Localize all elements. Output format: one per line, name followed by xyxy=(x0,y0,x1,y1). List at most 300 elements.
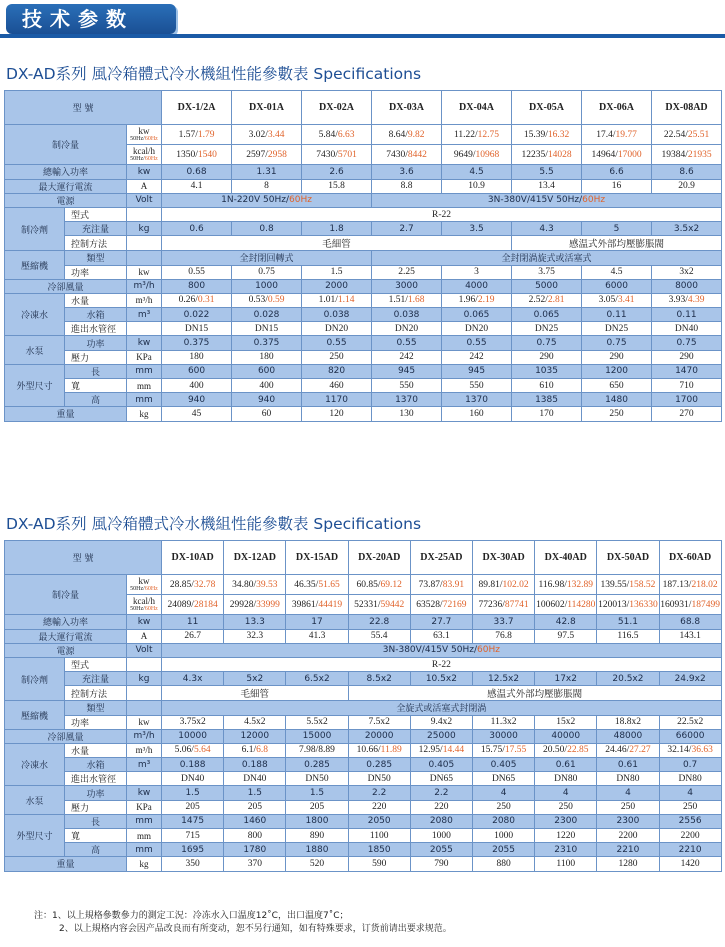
weight-value: 120 xyxy=(302,407,372,421)
water-tank-value: 0.028 xyxy=(232,308,302,322)
pump-pressure-value: 290 xyxy=(652,350,722,364)
control-method-label: 控制方法 xyxy=(65,686,127,701)
pump-power-value: 0.75 xyxy=(652,336,722,350)
water-flow-value: 10.66/11.89 xyxy=(348,743,410,757)
capacity-kcal-value: 12235/14028 xyxy=(512,145,582,165)
input-power-value: 3.6 xyxy=(372,165,442,179)
water-tank-unit: m³ xyxy=(127,308,162,322)
pipe-size-label: 進出水管徑 xyxy=(65,322,127,336)
power-source-three-phase: 3N-380V/415V 50Hz/60Hz xyxy=(372,193,722,207)
capacity-kcal-value: 7430/5701 xyxy=(302,145,372,165)
capacity-kcal-value: 1350/1540 xyxy=(162,145,232,165)
refrigerant-type-unit xyxy=(127,207,162,221)
water-tank-value: 0.285 xyxy=(348,758,410,772)
water-tank-value: 0.405 xyxy=(410,758,472,772)
capacity-kw-value: 116.98/132.89 xyxy=(535,575,597,595)
length-value: 2050 xyxy=(348,814,410,828)
height-value: 940 xyxy=(232,393,302,407)
water-tank-value: 0.188 xyxy=(162,758,224,772)
water-tank-unit: m³ xyxy=(127,758,162,772)
capacity-label: 制冷量 xyxy=(5,125,127,165)
width-value: 710 xyxy=(652,379,722,393)
spec-table-2 xyxy=(4,540,722,872)
width-value: 1000 xyxy=(472,829,534,843)
model-name: DX-20AD xyxy=(348,541,410,575)
refrigerant-charge-label: 充注量 xyxy=(65,672,127,686)
pump-power-value: 0.375 xyxy=(232,336,302,350)
table1-title: DX-AD系列 風冷箱體式冷水機組性能參數表 Specifications xyxy=(6,65,422,83)
width-value: 550 xyxy=(442,379,512,393)
power-source-unit: Volt xyxy=(127,643,162,657)
input-power-value: 11 xyxy=(162,615,224,629)
refrigerant-charge-value: 3.5 xyxy=(442,222,512,236)
model-name: DX-15AD xyxy=(286,541,348,575)
input-power-value: 33.7 xyxy=(472,615,534,629)
refrigerant-charge-value: 8.5x2 xyxy=(348,672,410,686)
air-flow-value: 15000 xyxy=(286,729,348,743)
air-flow-label: 冷卻風量 xyxy=(5,729,127,743)
pump-power-value: 4 xyxy=(659,786,721,800)
refrigerant-charge-value: 2.7 xyxy=(372,222,442,236)
capacity-kw-value: 46.35/51.65 xyxy=(286,575,348,595)
compressor-power-value: 3x2 xyxy=(652,265,722,279)
air-flow-unit: m³/h xyxy=(127,279,162,293)
width-unit: mm xyxy=(127,829,162,843)
refrigerant-charge-value: 24.9x2 xyxy=(659,672,721,686)
length-value: 1035 xyxy=(512,364,582,378)
pump-power-value: 4 xyxy=(597,786,659,800)
compressor-power-value: 9.4x2 xyxy=(410,715,472,729)
max-current-label: 最大運行電流 xyxy=(5,179,127,193)
height-value: 1370 xyxy=(442,393,512,407)
input-power-value: 1.31 xyxy=(232,165,302,179)
pipe-size-value: DN40 xyxy=(162,772,224,786)
refrigerant-charge-value: 4.3 xyxy=(512,222,582,236)
water-tank-value: 0.11 xyxy=(652,308,722,322)
compressor-power-value: 11.3x2 xyxy=(472,715,534,729)
height-value: 2210 xyxy=(659,843,721,857)
max-current-value: 55.4 xyxy=(348,629,410,643)
power-source-unit: Volt xyxy=(127,193,162,207)
compressor-power-unit: kw xyxy=(127,265,162,279)
pump-pressure-value: 250 xyxy=(659,800,721,814)
water-flow-value: 2.52/2.81 xyxy=(512,293,582,307)
water-tank-value: 0.188 xyxy=(224,758,286,772)
refrigerant-charge-value: 5 xyxy=(582,222,652,236)
compressor-type-unit xyxy=(127,701,162,715)
water-flow-value: 20.50/22.85 xyxy=(535,743,597,757)
pump-pressure-value: 205 xyxy=(286,800,348,814)
air-flow-value: 12000 xyxy=(224,729,286,743)
pump-power-value: 1.5 xyxy=(162,786,224,800)
water-flow-value: 1.01/1.14 xyxy=(302,293,372,307)
capacity-kcal-unit: kcal/h 50Hz/60Hz xyxy=(127,145,162,165)
model-name: DX-50AD xyxy=(597,541,659,575)
capacity-kcal-value: 63528/72169 xyxy=(410,595,472,615)
input-power-value: 6.6 xyxy=(582,165,652,179)
weight-value: 880 xyxy=(472,857,534,871)
width-value: 400 xyxy=(162,379,232,393)
pump-pressure-unit: KPa xyxy=(127,800,162,814)
pipe-size-value: DN50 xyxy=(348,772,410,786)
max-current-value: 76.8 xyxy=(472,629,534,643)
footnote-1: 注：1、以上規格參數參力的測定工況：冷冻水入口温度12˚C，出口温度7˚C； xyxy=(34,911,349,921)
weight-value: 45 xyxy=(162,407,232,421)
control-method-unit xyxy=(127,236,162,251)
capacity-kw-value: 60.85/69.12 xyxy=(348,575,410,595)
water-flow-value: 5.06/5.64 xyxy=(162,743,224,757)
pump-pressure-value: 220 xyxy=(410,800,472,814)
weight-value: 790 xyxy=(410,857,472,871)
pipe-size-value: DN25 xyxy=(512,322,582,336)
refrigerant-charge-value: 20.5x2 xyxy=(597,672,659,686)
pump-label: 水泵 xyxy=(5,786,65,814)
length-value: 1800 xyxy=(286,814,348,828)
pump-pressure-value: 250 xyxy=(597,800,659,814)
capacity-kcal-value: 19384/21935 xyxy=(652,145,722,165)
water-tank-value: 0.61 xyxy=(535,758,597,772)
pump-pressure-value: 290 xyxy=(582,350,652,364)
capacity-kw-value: 1.57/1.79 xyxy=(162,125,232,145)
weight-value: 1280 xyxy=(597,857,659,871)
power-source-three-phase: 3N-380V/415V 50Hz/60Hz xyxy=(162,643,722,657)
model-name: DX-06A xyxy=(582,91,652,125)
air-flow-value: 800 xyxy=(162,279,232,293)
water-flow-value: 0.26/0.31 xyxy=(162,293,232,307)
max-current-value: 13.4 xyxy=(512,179,582,193)
width-value: 400 xyxy=(232,379,302,393)
capacity-kw-value: 17.4/19.77 xyxy=(582,125,652,145)
capacity-kw-value: 11.22/12.75 xyxy=(442,125,512,145)
pump-power-unit: kw xyxy=(127,786,162,800)
weight-value: 590 xyxy=(348,857,410,871)
water-tank-value: 0.065 xyxy=(442,308,512,322)
control-method-expansion-valve: 感温式外部均壓膨脹閥 xyxy=(348,686,721,701)
water-flow-value: 12.95/14.44 xyxy=(410,743,472,757)
capacity-label: 制冷量 xyxy=(5,575,127,615)
input-power-value: 4.5 xyxy=(442,165,512,179)
refrigerant-charge-value: 0.6 xyxy=(162,222,232,236)
capacity-kcal-value: 77236/87741 xyxy=(472,595,534,615)
compressor-label: 壓縮機 xyxy=(5,701,65,729)
compressor-power-label: 功率 xyxy=(65,265,127,279)
pump-power-label: 功率 xyxy=(65,336,127,350)
compressor-power-value: 0.75 xyxy=(232,265,302,279)
compressor-power-value: 1.5 xyxy=(302,265,372,279)
pipe-size-value: DN15 xyxy=(162,322,232,336)
compressor-power-label: 功率 xyxy=(65,715,127,729)
power-source-single-phase: 1N-220V 50Hz/60Hz xyxy=(162,193,372,207)
max-current-value: 63.1 xyxy=(410,629,472,643)
model-name: DX-25AD xyxy=(410,541,472,575)
water-flow-label: 水量 xyxy=(65,293,127,307)
length-value: 1470 xyxy=(652,364,722,378)
height-unit: mm xyxy=(127,393,162,407)
weight-value: 1100 xyxy=(535,857,597,871)
input-power-value: 2.6 xyxy=(302,165,372,179)
capacity-kw-value: 28.85/32.78 xyxy=(162,575,224,595)
model-name: DX-02A xyxy=(302,91,372,125)
pipe-size-label: 進出水管徑 xyxy=(65,772,127,786)
input-power-value: 22.8 xyxy=(348,615,410,629)
length-value: 820 xyxy=(302,364,372,378)
refrigerant-charge-unit: kg xyxy=(127,222,162,236)
capacity-kcal-value: 9649/10968 xyxy=(442,145,512,165)
water-flow-label: 水量 xyxy=(65,743,127,757)
width-value: 460 xyxy=(302,379,372,393)
header-divider xyxy=(0,34,725,38)
pump-pressure-value: 250 xyxy=(535,800,597,814)
max-current-value: 10.9 xyxy=(442,179,512,193)
model-name: DX-30AD xyxy=(472,541,534,575)
refrigerant-type-value: R-22 xyxy=(162,207,722,221)
width-value: 1100 xyxy=(348,829,410,843)
capacity-kw-value: 34.80/39.53 xyxy=(224,575,286,595)
pump-pressure-value: 242 xyxy=(442,350,512,364)
water-tank-label: 水箱 xyxy=(65,758,127,772)
pump-pressure-value: 180 xyxy=(162,350,232,364)
pump-power-unit: kw xyxy=(127,336,162,350)
weight-value: 520 xyxy=(286,857,348,871)
refrigerant-label: 制冷劑 xyxy=(5,207,65,250)
capacity-kcal-value: 160931/187499 xyxy=(659,595,721,615)
refrigerant-type-value: R-22 xyxy=(162,657,722,671)
max-current-value: 143.1 xyxy=(659,629,721,643)
control-method-unit xyxy=(127,686,162,701)
capacity-kw-value: 15.39/16.32 xyxy=(512,125,582,145)
width-value: 610 xyxy=(512,379,582,393)
air-flow-label: 冷卻風量 xyxy=(5,279,127,293)
width-value: 550 xyxy=(372,379,442,393)
input-power-value: 68.8 xyxy=(659,615,721,629)
capacity-kw-value: 73.87/83.91 xyxy=(410,575,472,595)
pump-label: 水泵 xyxy=(5,336,65,364)
refrigerant-charge-value: 17x2 xyxy=(535,672,597,686)
pipe-size-value: DN25 xyxy=(582,322,652,336)
height-value: 2055 xyxy=(410,843,472,857)
compressor-type-scroll: 全旋式或活塞式封閉渦 xyxy=(162,701,722,715)
water-tank-value: 0.11 xyxy=(582,308,652,322)
capacity-kcal-unit: kcal/h 50Hz/60Hz xyxy=(127,595,162,615)
compressor-label: 壓縮機 xyxy=(5,251,65,279)
water-flow-value: 32.14/36.63 xyxy=(659,743,721,757)
pipe-size-value: DN65 xyxy=(410,772,472,786)
air-flow-unit: m³/h xyxy=(127,729,162,743)
model-label: 型 號 xyxy=(5,91,162,125)
width-value: 650 xyxy=(582,379,652,393)
model-name: DX-05A xyxy=(512,91,582,125)
refrigerant-type-label: 型式 xyxy=(65,657,127,671)
pipe-size-value: DN80 xyxy=(659,772,721,786)
water-flow-value: 6.1/6.8 xyxy=(224,743,286,757)
length-label: 長 xyxy=(65,364,127,378)
water-flow-value: 0.53/0.59 xyxy=(232,293,302,307)
pump-pressure-value: 242 xyxy=(372,350,442,364)
model-name: DX-08AD xyxy=(652,91,722,125)
compressor-power-value: 15x2 xyxy=(535,715,597,729)
height-value: 1850 xyxy=(348,843,410,857)
input-power-value: 0.68 xyxy=(162,165,232,179)
pipe-size-value: DN80 xyxy=(535,772,597,786)
water-flow-value: 1.51/1.68 xyxy=(372,293,442,307)
weight-value: 1420 xyxy=(659,857,721,871)
height-value: 1370 xyxy=(372,393,442,407)
compressor-power-value: 18.8x2 xyxy=(597,715,659,729)
water-flow-unit: m³/h xyxy=(127,293,162,307)
width-label: 寬 xyxy=(65,379,127,393)
compressor-type-rotary: 全封閉回轉式 xyxy=(162,251,372,265)
pipe-size-value: DN50 xyxy=(286,772,348,786)
air-flow-value: 2000 xyxy=(302,279,372,293)
compressor-type-scroll: 全封閉渦旋式或活塞式 xyxy=(372,251,722,265)
pipe-size-value: DN40 xyxy=(224,772,286,786)
refrigerant-charge-value: 3.5x2 xyxy=(652,222,722,236)
chilled-water-label: 冷凍水 xyxy=(5,293,65,336)
model-label: 型 號 xyxy=(5,541,162,575)
pump-power-value: 0.55 xyxy=(442,336,512,350)
control-method-label: 控制方法 xyxy=(65,236,127,251)
weight-unit: kg xyxy=(127,407,162,421)
pump-power-value: 2.2 xyxy=(410,786,472,800)
refrigerant-label: 制冷劑 xyxy=(5,657,65,700)
compressor-power-value: 5.5x2 xyxy=(286,715,348,729)
refrigerant-charge-value: 12.5x2 xyxy=(472,672,534,686)
capacity-kcal-value: 14964/17000 xyxy=(582,145,652,165)
width-value: 890 xyxy=(286,829,348,843)
input-power-label: 總輸入功率 xyxy=(5,615,127,629)
length-unit: mm xyxy=(127,814,162,828)
water-tank-value: 0.405 xyxy=(472,758,534,772)
refrigerant-charge-value: 4.3x xyxy=(162,672,224,686)
model-name: DX-1/2A xyxy=(162,91,232,125)
length-value: 1200 xyxy=(582,364,652,378)
weight-value: 130 xyxy=(372,407,442,421)
pump-pressure-label: 壓力 xyxy=(65,800,127,814)
model-name: DX-03A xyxy=(372,91,442,125)
length-unit: mm xyxy=(127,364,162,378)
length-value: 2556 xyxy=(659,814,721,828)
input-power-value: 8.6 xyxy=(652,165,722,179)
capacity-kw-value: 22.54/25.51 xyxy=(652,125,722,145)
air-flow-value: 66000 xyxy=(659,729,721,743)
spec-table-1 xyxy=(4,90,722,422)
width-value: 715 xyxy=(162,829,224,843)
compressor-power-value: 4.5 xyxy=(582,265,652,279)
input-power-unit: kw xyxy=(127,615,162,629)
model-name: DX-40AD xyxy=(535,541,597,575)
pump-pressure-unit: KPa xyxy=(127,350,162,364)
pipe-size-value: DN80 xyxy=(597,772,659,786)
input-power-value: 13.3 xyxy=(224,615,286,629)
compressor-type-label: 類型 xyxy=(65,701,127,715)
length-value: 2080 xyxy=(472,814,534,828)
pump-pressure-value: 205 xyxy=(162,800,224,814)
air-flow-value: 4000 xyxy=(442,279,512,293)
capacity-kcal-value: 52331/59442 xyxy=(348,595,410,615)
pump-pressure-value: 290 xyxy=(512,350,582,364)
refrigerant-charge-label: 充注量 xyxy=(65,222,127,236)
length-value: 2300 xyxy=(535,814,597,828)
capacity-kw-value: 139.55/158.52 xyxy=(597,575,659,595)
weight-label: 重量 xyxy=(5,407,127,421)
pump-pressure-value: 220 xyxy=(348,800,410,814)
length-value: 945 xyxy=(372,364,442,378)
weight-value: 250 xyxy=(582,407,652,421)
pump-power-value: 0.375 xyxy=(162,336,232,350)
compressor-power-value: 3.75x2 xyxy=(162,715,224,729)
pipe-size-value: DN65 xyxy=(472,772,534,786)
model-name: DX-10AD xyxy=(162,541,224,575)
refrigerant-charge-value: 6.5x2 xyxy=(286,672,348,686)
width-value: 1000 xyxy=(410,829,472,843)
pump-power-value: 4 xyxy=(535,786,597,800)
air-flow-value: 20000 xyxy=(348,729,410,743)
width-unit: mm xyxy=(127,379,162,393)
footnote-2: 2、以上規格内容会因产品改良而有所变动，恕不另行通知，如有特殊要求，订货前请出要求规范。 xyxy=(59,924,452,934)
length-value: 1460 xyxy=(224,814,286,828)
air-flow-value: 1000 xyxy=(232,279,302,293)
water-tank-label: 水箱 xyxy=(65,308,127,322)
refrigerant-charge-value: 10.5x2 xyxy=(410,672,472,686)
air-flow-value: 8000 xyxy=(652,279,722,293)
height-value: 2310 xyxy=(535,843,597,857)
water-tank-value: 0.022 xyxy=(162,308,232,322)
water-flow-value: 3.93/4.39 xyxy=(652,293,722,307)
pipe-size-value: DN20 xyxy=(372,322,442,336)
width-value: 1220 xyxy=(535,829,597,843)
refrigerant-type-label: 型式 xyxy=(65,207,127,221)
input-power-value: 27.7 xyxy=(410,615,472,629)
capacity-kw-value: 187.13/218.02 xyxy=(659,575,721,595)
height-value: 1700 xyxy=(652,393,722,407)
capacity-kw-value: 3.02/3.44 xyxy=(232,125,302,145)
height-value: 1780 xyxy=(224,843,286,857)
dimensions-label: 外型尺寸 xyxy=(5,364,65,407)
pump-power-value: 4 xyxy=(472,786,534,800)
pump-power-value: 0.75 xyxy=(512,336,582,350)
pump-pressure-label: 壓力 xyxy=(65,350,127,364)
compressor-power-value: 7.5x2 xyxy=(348,715,410,729)
length-value: 600 xyxy=(232,364,302,378)
input-power-value: 42.8 xyxy=(535,615,597,629)
pipe-size-unit xyxy=(127,772,162,786)
weight-value: 60 xyxy=(232,407,302,421)
water-flow-value: 7.98/8.89 xyxy=(286,743,348,757)
capacity-kcal-value: 29928/33999 xyxy=(224,595,286,615)
length-value: 2300 xyxy=(597,814,659,828)
capacity-kw-value: 8.64/9.82 xyxy=(372,125,442,145)
pump-pressure-value: 180 xyxy=(232,350,302,364)
height-unit: mm xyxy=(127,843,162,857)
capacity-kw-unit: kw 50Hz/60Hz xyxy=(127,125,162,145)
max-current-unit: A xyxy=(127,179,162,193)
control-method-expansion-valve: 感温式外部均壓膨脹閥 xyxy=(512,236,722,251)
max-current-value: 16 xyxy=(582,179,652,193)
water-flow-value: 24.46/27.27 xyxy=(597,743,659,757)
water-tank-value: 0.285 xyxy=(286,758,348,772)
air-flow-value: 40000 xyxy=(535,729,597,743)
height-value: 2210 xyxy=(597,843,659,857)
compressor-power-value: 4.5x2 xyxy=(224,715,286,729)
capacity-kw-value: 5.84/6.63 xyxy=(302,125,372,145)
capacity-kcal-value: 24089/28184 xyxy=(162,595,224,615)
water-tank-value: 0.7 xyxy=(659,758,721,772)
water-tank-value: 0.038 xyxy=(372,308,442,322)
model-name: DX-12AD xyxy=(224,541,286,575)
max-current-value: 8.8 xyxy=(372,179,442,193)
capacity-kw-unit: kw 50Hz/60Hz xyxy=(127,575,162,595)
height-value: 2055 xyxy=(472,843,534,857)
